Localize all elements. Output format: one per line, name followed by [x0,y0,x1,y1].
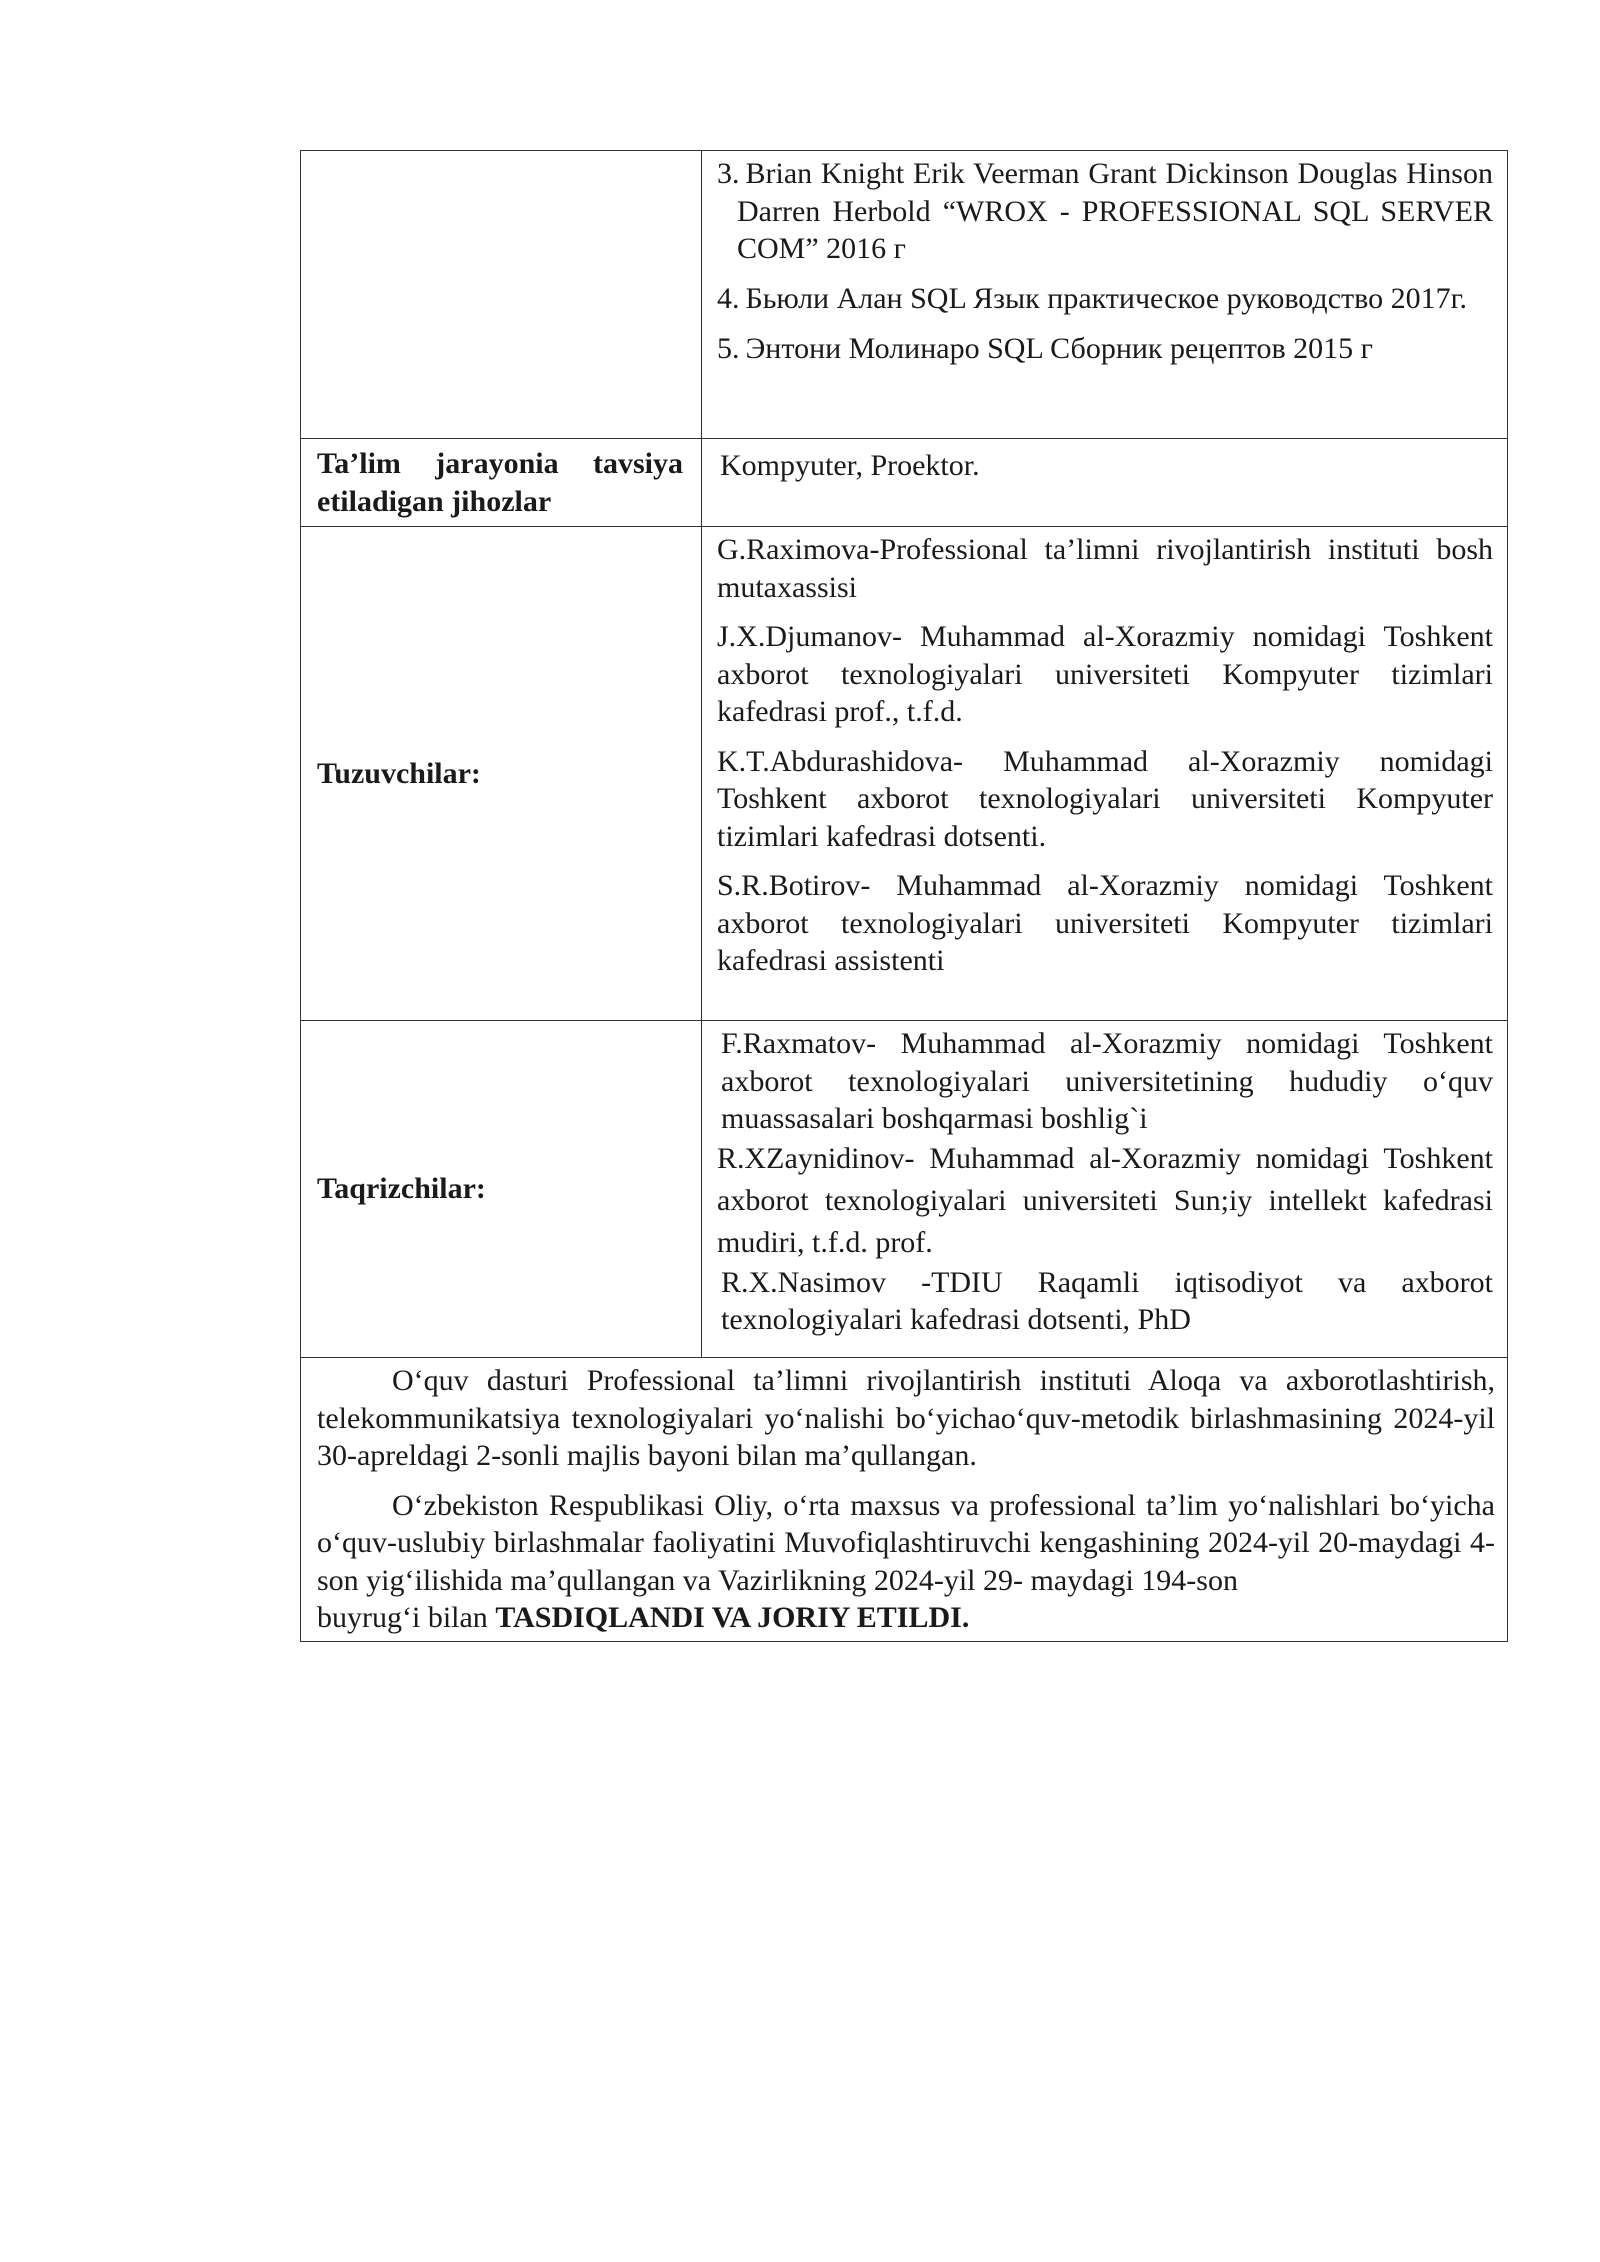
authors-row [301,527,1508,1021]
equipment-value-cell [702,439,1508,527]
equipment-label-cell [301,439,702,527]
reference-number: 5. [717,332,740,365]
reviewers-row [301,1021,1508,1358]
authors-label: Tuzuvchilar: [317,756,481,790]
approval-paragraph-2-closing [317,1599,1495,1637]
approval-cell [301,1358,1508,1642]
approval-order-text: buyrug‘i bilan [317,1601,496,1634]
equipment-label: Ta’lim jarayonia tavsiya etiladigan jihozlar [317,447,683,518]
reviewers-label: Taqrizchilar: [317,1172,486,1206]
author-entry: K.T.Abdurashidova- Muhammad al-Xorazmiy nomidagi Toshkent axborot texnologiyalari universiteti Kompyuter tizimlari kafedrasi dotsenti. [717,744,1493,853]
reference-text: Энтони Молинаро SQL Сборник рецептов 2015 г [745,332,1373,365]
authors-cell [702,527,1508,1021]
reviewer-entry: R.XZaynidinov- Muhammad al-Xorazmiy nomidagi Toshkent axborot texnologiyalari universiteti Sun;iy intellekt kafedrasi mudiri, t.f.d. prof. [717,1141,1493,1259]
approval-paragraph-2-main: O‘zbekiston Respublikasi Oliy, o‘rta maxsus va professional ta’lim yo‘nalishlari bo‘yicha o‘quv-uslubiy birlashmalar faoliyatini Muvofiqlashtiruvchi kengashining 2024-yil 20-maydagi 4-son yig‘ilishida ma’qullangan va Vazirlikning 2024-yil 29- maydagi 194-son [317,1488,1495,1597]
references-cell [702,151,1508,439]
reference-number: 3. [717,157,740,190]
authors-label-cell [301,527,702,1021]
reference-text: Бьюли Алан SQL Язык практическое руководство 2017г. [745,281,1467,315]
author-entry: J.X.Djumanov- Muhammad al-Xorazmiy nomidagi Toshkent axborot texnologiyalari universiteti Kompyuter tizimlari kafedrasi prof., t.f.d. [717,620,1493,728]
reference-item [717,330,1493,368]
reviewers-cell [702,1021,1508,1358]
references-row [301,151,1508,439]
approval-paragraph-1: O‘quv dasturi Professional ta’limni rivojlantirish instituti Aloqa va axborotlashtirish, telekommunikatsiya texnologiyalari yo‘nalishi bo‘yichao‘quv-metodik birlashmasining 2024-yil 30-apreldagi 2-sonli majlis bayoni bilan ma’qullangan. [317,1364,1495,1472]
author-entry: S.R.Botirov- Muhammad al-Xorazmiy nomidagi Toshkent axborot texnologiyalari universiteti Kompyuter tizimlari kafedrasi assistenti [717,869,1493,977]
approval-statement: TASDIQLANDI VA JORIY ETILDI. [495,1601,970,1634]
approval-paragraph-2 [317,1487,1495,1637]
author-entry: G.Raximova-Professional ta’limni rivojlantirish instituti bosh mutaxassisi [717,533,1493,604]
reference-number: 4. [717,281,740,315]
references-label-cell [301,151,702,439]
approval-row [301,1358,1508,1642]
reviewer-entry: R.X.Nasimov -TDIU Raqamli iqtisodiyot va axborot texnologiyalari kafedrasi dotsenti, PhD [721,1265,1493,1336]
equipment-value: Kompyuter, Proektor. [720,449,980,482]
reference-text: Brian Knight Erik Veerman Grant Dickinson Douglas Hinson Darren Herbold “WROX - PROFESSIONAL SQL SERVER COM” 2016 г [737,157,1493,265]
reference-item [717,280,1493,318]
equipment-row [301,439,1508,527]
program-info-table [300,150,1508,1642]
reference-item [717,155,1493,268]
reviewer-entry: F.Raxmatov- Muhammad al-Xorazmiy nomidagi Toshkent axborot texnologiyalari universitetining hududiy o‘quv muassasalari boshqarmasi boshlig`i [721,1027,1493,1135]
reviewers-label-cell [301,1021,702,1358]
